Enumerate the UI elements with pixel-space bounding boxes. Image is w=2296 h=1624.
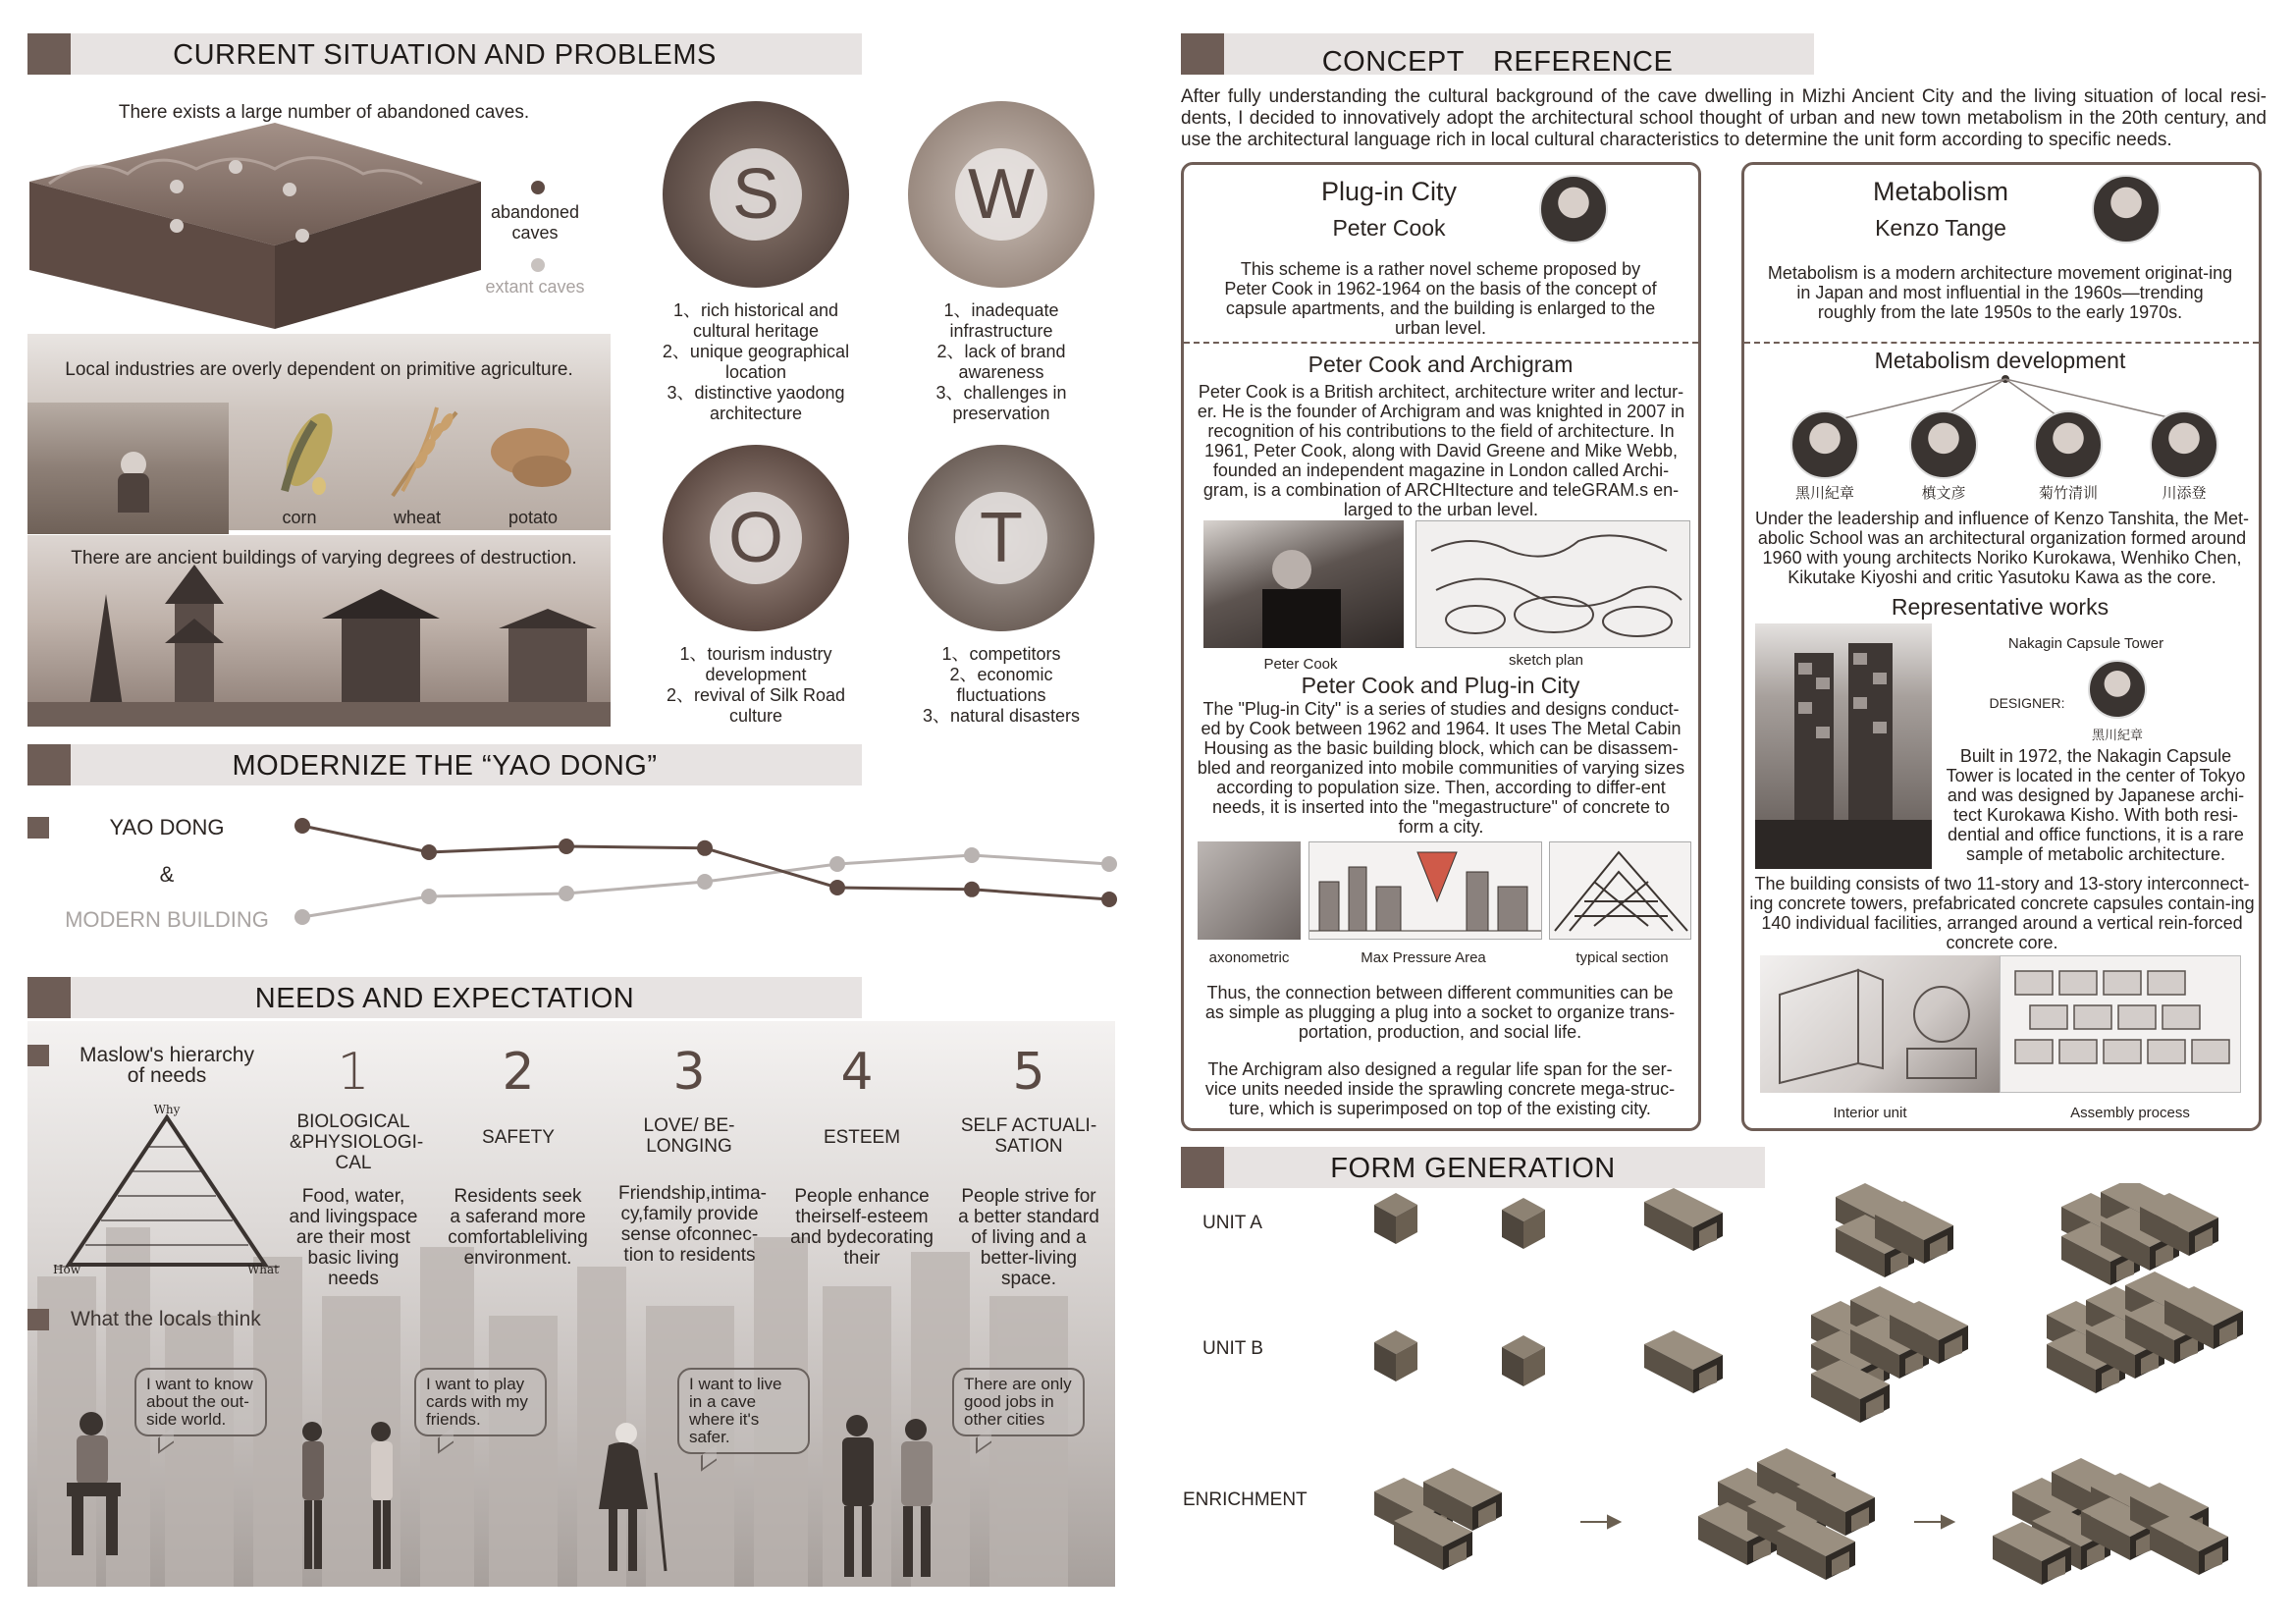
- max-pressure-area-image: [1308, 841, 1542, 940]
- person-name-1: 黑川紀章: [1794, 485, 1854, 502]
- caption-axonometric: axonometric: [1208, 949, 1290, 966]
- peter-cook-photo: [1203, 520, 1404, 648]
- plug-in-city-title: Plug-in City: [1320, 177, 1458, 206]
- pyramid-left-label: How: [53, 1263, 80, 1276]
- yaodong-point: [559, 839, 574, 854]
- metabolism-paragraph: Under the leadership and influence of Kenzo Tanshita, the Met-abolic School was an architectural organization formed around 1960 with young architects Noriko Kurokawa, Wenhiko Chen, Kikutake Kiyoshi and critic Yasutoku Kawa as the core.: [1755, 509, 2249, 587]
- divider: [1184, 342, 1698, 344]
- modern-building-point: [559, 886, 574, 901]
- kurokawa-designer-portrait: [2088, 660, 2147, 719]
- locals-bullet: [27, 1309, 49, 1330]
- nakagin-title: Nakagin Capsule Tower: [2007, 635, 2164, 652]
- section-header-form: [1181, 1147, 1765, 1188]
- section-title: MODERNIZE THE “YAO DONG”: [232, 750, 658, 782]
- yaodong-point: [294, 818, 310, 834]
- maki-portrait: [1909, 410, 1978, 479]
- buildings-caption: There are ancient buildings of varying degrees of destruction.: [71, 548, 577, 568]
- farmer-field-photo: [27, 403, 229, 534]
- yaodong-bullet: [27, 817, 49, 839]
- modern-building-point: [829, 856, 845, 872]
- plugin-paragraph: The "Plug-in City" is a series of studies and designs conduct-ed by Cook between 1962 and 1964. It uses The Metal Cabin Housing as the basic building block, which can be disassem-bled and reorganized into mobile communities of varying sizes according to population size. Then, according to differ-ent needs, it is inserted into the "megastructure" of concrete to form a city.: [1197, 699, 1685, 837]
- nakagin-tower-photo: [1755, 623, 1932, 869]
- swot-s-circle: [663, 101, 849, 288]
- yaodong-label: YAO DONG: [109, 815, 225, 839]
- nakagin-paragraph-2: The building consists of two 11-story and 13-story interconnect-ing concrete towers, prefabricated concrete capsules contain-ing 140 individual facilities, arranged around a vertical rein-forced concrete core.: [1749, 874, 2255, 952]
- corn-icon: [265, 403, 353, 501]
- speech-bubble-4: There are only good jobs in other cities: [952, 1368, 1085, 1436]
- section-title: NEEDS AND EXPECTATION: [254, 983, 635, 1014]
- section-header-modernize: [27, 744, 862, 785]
- swot-w-letter: W: [955, 148, 1047, 241]
- modern-building-label: MODERN BUILDING: [65, 907, 269, 932]
- assembly-process-image: [2000, 955, 2241, 1093]
- modern-building-point: [964, 847, 980, 863]
- caption-assembly-process: Assembly process: [2070, 1105, 2190, 1121]
- pyramid-top-label: Why: [153, 1103, 181, 1116]
- level-1-title: BIOLOGICAL &PHYSIOLOGI-CAL: [290, 1111, 424, 1173]
- level-1-number: 1: [337, 1043, 370, 1102]
- peter-cook-portrait: [1539, 175, 1608, 244]
- level-4-desc: People enhance theirself-esteem and bydecorating their: [790, 1186, 934, 1269]
- swot-o-letter: O: [710, 492, 802, 584]
- modern-building-point: [1101, 856, 1117, 872]
- level-2-number: 2: [502, 1043, 535, 1102]
- potato-icon: [481, 417, 579, 496]
- swot-s-letter: S: [710, 148, 802, 241]
- section-header-needs: [27, 977, 862, 1018]
- connection-paragraph: Thus, the connection between different communities can be as simple as plugging a plug into a socket to organize trans-portation, production, and social life.: [1204, 983, 1676, 1042]
- nakagin-paragraph-1: Built in 1972, the Nakagin Capsule Tower is located in the center of Tokyo and was designed by Japanese archi-tect Kurokawa Kisho. With both resi-dential and office functions, it is a rare sample of metabolic architecture.: [1946, 746, 2246, 864]
- crop-label-corn: corn: [282, 508, 317, 527]
- unit-a-label: UNIT A: [1202, 1213, 1262, 1233]
- locals-label: What the locals think: [71, 1308, 261, 1330]
- designer-label: DESIGNER:: [1989, 695, 2065, 711]
- yaodong-point: [421, 844, 437, 860]
- swot-o-circle: [663, 445, 849, 631]
- swot-w-circle: [908, 101, 1095, 288]
- axonometric-image: [1198, 841, 1301, 940]
- level-3-desc: Friendship,intima-cy,family provide sense ofconnec-tion to residents: [618, 1183, 767, 1266]
- kawazoe-portrait: [2150, 410, 2218, 479]
- speech-bubble-2: I want to play cards with my friends.: [414, 1368, 547, 1436]
- caption-sketch-plan: sketch plan: [1509, 652, 1583, 669]
- level-2-desc: Residents seek a saferand more comfortableliving environment.: [448, 1186, 588, 1269]
- caption-peter-cook: Peter Cook: [1263, 656, 1338, 673]
- yaodong-point: [964, 882, 980, 897]
- swot-o-text: 1、tourism industry development 2、revival of Silk Road culture: [666, 644, 846, 726]
- metabolism-summary: Metabolism is a modern architecture movement originat-ing in Japan and most influential in the 1960s—trending roughly from the late 1950s to the early 1970s.: [1767, 263, 2233, 322]
- crop-label-potato: potato: [507, 508, 559, 527]
- yaodong-point: [1101, 892, 1117, 907]
- speech-bubble-1: I want to know about the out-side world.: [134, 1368, 267, 1436]
- level-4-title: ESTEEM: [823, 1127, 901, 1148]
- legend-extant-label: extant caves: [485, 277, 585, 297]
- archigram-subtitle: Peter Cook and Archigram: [1308, 352, 1574, 377]
- legend-abandoned-label: abandoned caves: [490, 202, 580, 243]
- swot-s-text: 1、rich historical and cultural heritage 2、unique geographical location 3、distinctive yaodong architecture: [662, 300, 850, 423]
- kenzo-tange-name: Kenzo Tange: [1875, 215, 2006, 241]
- metabolism-title: Metabolism: [1872, 177, 2009, 206]
- modern-building-point: [697, 874, 713, 890]
- level-3-number: 3: [672, 1043, 706, 1102]
- level-2-title: SAFETY: [482, 1127, 555, 1148]
- kenzo-tange-portrait: [2092, 175, 2161, 244]
- interior-unit-image: [1760, 955, 2002, 1093]
- plugin-subtitle: Peter Cook and Plug-in City: [1301, 673, 1580, 698]
- archigram-paragraph: Peter Cook is a British architect, architecture writer and lectur-er. He is the founder of Archigram and was knighted in 2007 in recognition of his contributions to the field of architecture. In 1961, Peter Cook, along with David Greene and Mike Webb, founded an independent magazine in London called Archi-gram, is a combination of ARCHItecture and teleGRAM.s en-larged to the urban level.: [1197, 382, 1685, 519]
- kurokawa-portrait: [1790, 410, 1859, 479]
- level-4-number: 4: [840, 1043, 874, 1102]
- kikutake-portrait: [2034, 410, 2103, 479]
- level-1-desc: Food, water, and livingspace are their most basic living needs: [289, 1186, 418, 1289]
- peter-cook-name: Peter Cook: [1332, 215, 1446, 241]
- section-title: CURRENT SITUATION AND PROBLEMS: [173, 39, 717, 71]
- divider: [1744, 342, 2259, 344]
- level-5-desc: People strive for a better standard of living and a better-living space.: [958, 1186, 1099, 1289]
- metabolism-tree-lines: [1816, 373, 2209, 432]
- sketch-plan-image: [1415, 520, 1690, 648]
- agriculture-caption: Local industries are overly dependent on primitive agriculture.: [65, 359, 573, 380]
- modern-building-point: [294, 909, 310, 925]
- yaodong-point: [829, 880, 845, 895]
- level-5-number: 5: [1012, 1043, 1045, 1102]
- pyramid-right-label: What: [246, 1263, 280, 1276]
- section-title: CONCEPT REFERENCE: [1321, 46, 1674, 78]
- yaodong-vs-modern-chart: [285, 810, 1119, 933]
- representative-works-subtitle: Representative works: [1891, 594, 2109, 620]
- legend-extant-dot: [531, 258, 545, 272]
- modern-building-point: [421, 889, 437, 904]
- caption-typical-section: typical section: [1575, 949, 1669, 966]
- section-header-current: [27, 33, 862, 75]
- swot-w-text: 1、inadequate infrastructure 2、lack of brand awareness 3、challenges in preservation: [935, 300, 1067, 423]
- lifespan-paragraph: The Archigram also designed a regular life span for the ser-vice units needed inside the sprawling concrete mega-struc-ture, which is superimposed on top of the existing city.: [1204, 1059, 1676, 1118]
- level-3-title: LOVE/ BE-LONGING: [643, 1115, 735, 1157]
- plug-in-city-summary: This scheme is a rather novel scheme proposed by Peter Cook in 1962-1964 on the basis of the concept of capsule apartments, and the building is enlarged to the urban level.: [1224, 259, 1657, 338]
- crop-label-wheat: wheat: [393, 508, 442, 527]
- person-name-2: 槙文彦: [1921, 485, 1966, 502]
- typical-section-image: [1549, 841, 1691, 940]
- caves-caption: There exists a large number of abandoned caves.: [118, 102, 530, 123]
- swot-t-circle: [908, 445, 1095, 631]
- level-5-title: SELF ACTUALI-SATION: [960, 1115, 1097, 1157]
- swot-t-text: 1、competitors 2、economic fluctuations 3、natural disasters: [922, 644, 1081, 726]
- maslow-bullet: [27, 1045, 49, 1066]
- designer-name: 黑川紀章: [2091, 728, 2143, 742]
- people-silhouettes: [27, 1404, 1115, 1587]
- person-name-4: 川添登: [2162, 485, 2207, 502]
- and-label: &: [159, 862, 175, 887]
- person-name-3: 菊竹清训: [2038, 485, 2098, 502]
- section-header-concept: [1181, 33, 1814, 78]
- caption-interior-unit: Interior unit: [1833, 1105, 1907, 1121]
- maslow-label: Maslow's hierarchy of needs: [80, 1044, 254, 1087]
- unit-b-label: UNIT B: [1202, 1338, 1263, 1359]
- legend-abandoned-dot: [531, 181, 545, 194]
- metabolism-dev-subtitle: Metabolism development: [1874, 348, 2126, 373]
- section-title: FORM GENERATION: [1330, 1153, 1616, 1184]
- caption-max-pressure: Max Pressure Area: [1361, 949, 1486, 966]
- form-generation-diagram: [1345, 1183, 2268, 1605]
- maslow-pyramid: [54, 1098, 280, 1279]
- wheat-icon: [378, 403, 466, 501]
- speech-bubble-3: I want to live in a cave where it's safer.: [677, 1368, 810, 1454]
- enrichment-label: ENRICHMENT: [1183, 1489, 1308, 1510]
- terrain-block-illustration: [29, 123, 481, 329]
- swot-t-letter: T: [955, 492, 1047, 584]
- concept-intro: After fully understanding the cultural background of the cave dwelling in Mizhi Ancient City and the living situation of local resi-dents, I decided to innovatively adopt the architectural school thought of urban and new town metabolism in the 20th century, and use the architectural language rich in local cultural characteristics to determine the unit form according to specific needs.: [1181, 86, 2267, 150]
- yaodong-point: [697, 840, 713, 856]
